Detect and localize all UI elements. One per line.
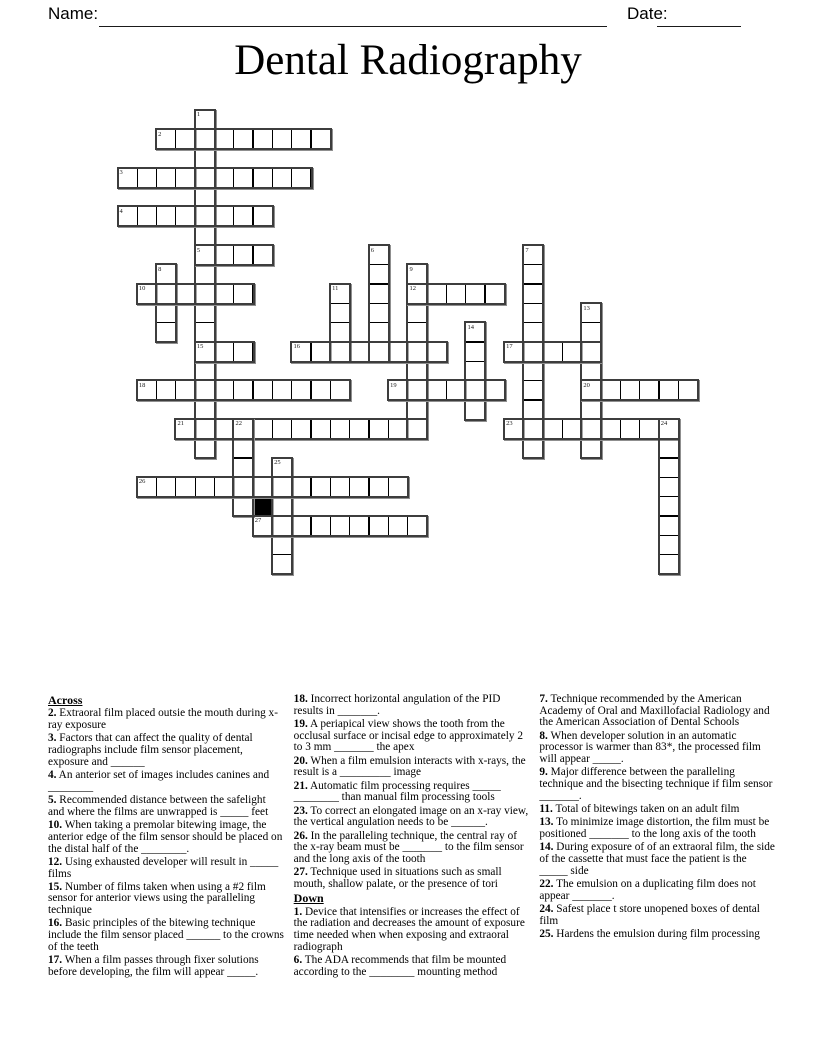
clue-7: 7. Technique recommended by the American Academy of Oral and Maxillofacial Radiology and the American Association of Dental Schools xyxy=(539,693,770,729)
clue-2: 2. Extraoral film placed outsie the mouth during x-ray exposure xyxy=(48,707,278,732)
name-label: Name: xyxy=(48,4,99,23)
grid-cell-11-9[interactable] xyxy=(330,284,350,304)
clue-number: 9. xyxy=(539,766,548,779)
clue-5: 5. Recommended distance between the safelight and where the films are unwrapped is _____ feet xyxy=(48,794,269,818)
grid-cell-2-14[interactable] xyxy=(156,380,176,400)
clue-13: 13. To minimize image distortion, the film must be positioned _______ to the long axis of the tooth xyxy=(539,816,770,841)
grid-cell-3-16[interactable] xyxy=(175,419,195,439)
cell-number-12: 12 xyxy=(409,285,416,293)
grid-cell-3-9[interactable] xyxy=(175,284,195,304)
grid-cell-4-17[interactable] xyxy=(195,438,215,458)
grid-cell-5-9[interactable] xyxy=(214,284,234,304)
grid-cell-19-14[interactable] xyxy=(485,380,505,400)
clue-number: 22. xyxy=(539,878,554,891)
clues-section xyxy=(48,694,776,980)
grid-cell-0-3[interactable] xyxy=(118,168,138,188)
grid-cell-4-7[interactable] xyxy=(195,245,215,265)
grid-cell-16-9[interactable] xyxy=(427,284,447,304)
clue-number: 27. xyxy=(293,866,308,879)
grid-cell-12-19[interactable] xyxy=(349,477,369,497)
grid-cell-13-8[interactable] xyxy=(369,264,389,284)
grid-cell-7-3[interactable] xyxy=(253,168,273,188)
grid-cell-21-13[interactable] xyxy=(523,361,543,381)
grid-cell-1-5[interactable] xyxy=(137,206,157,226)
clue-12: 12. Using exhausted developer will result in _____ films xyxy=(48,855,279,880)
clue-10: 10. When taking a premolar bitewing image, the anterior edge of the film sensor should be placed on the distal half of the ________. xyxy=(48,819,283,855)
clue-16: 16. Basic principles of the bitewing technique include the film sensor placed ______ to the crowns of the teeth xyxy=(48,917,284,953)
grid-cell-9-19[interactable] xyxy=(291,477,311,497)
grid-cell-28-17[interactable] xyxy=(659,438,679,458)
grid-cell-8-1[interactable] xyxy=(272,129,292,149)
grid-cell-27-16[interactable] xyxy=(639,419,659,439)
clue-26: 26. In the paralleling technique, the central ray of the x-ray beam must be _______ to the film sensor and the long axis of the tooth xyxy=(293,829,524,866)
grid-cell-6-5[interactable] xyxy=(233,206,253,226)
grid-cell-26-16[interactable] xyxy=(620,419,640,439)
grid-cell-15-8[interactable] xyxy=(407,264,427,284)
grid-cell-6-14[interactable] xyxy=(233,380,253,400)
grid-cell-1-9[interactable] xyxy=(137,284,157,304)
grid-cell-19-9[interactable] xyxy=(485,284,505,304)
clue-number: 21. xyxy=(293,779,308,792)
grid-cell-15-15[interactable] xyxy=(407,400,427,420)
clue-number: 15. xyxy=(48,880,63,893)
grid-cell-2-1[interactable] xyxy=(156,129,176,149)
grid-cell-24-15[interactable] xyxy=(581,400,601,420)
clue-27: 27. Technique used in situations such as small mouth, shallow palate, or the presence of tori xyxy=(293,866,502,891)
grid-cell-11-14[interactable] xyxy=(330,380,350,400)
grid-cell-6-7[interactable] xyxy=(233,245,253,265)
grid-cell-4-12[interactable] xyxy=(195,342,215,362)
grid-cell-18-11[interactable] xyxy=(465,322,485,342)
grid-cell-17-14[interactable] xyxy=(446,380,466,400)
grid-cell-8-23[interactable] xyxy=(272,554,292,574)
grid-cell-18-14[interactable] xyxy=(465,380,485,400)
grid-cell-23-16[interactable] xyxy=(562,419,582,439)
cell-number-27: 27 xyxy=(254,517,262,525)
grid-cell-15-16[interactable] xyxy=(407,419,427,439)
grid-cell-18-12[interactable] xyxy=(465,342,485,362)
grid-cell-8-16[interactable] xyxy=(272,419,292,439)
grid-cell-22-16[interactable] xyxy=(543,419,563,439)
clue-number: 13. xyxy=(539,816,554,829)
grid-cell-8-14[interactable] xyxy=(272,380,292,400)
grid-cell-21-10[interactable] xyxy=(523,303,543,323)
clue-3: 3. Factors that can affect the quality of dental radiographs include film sensor placement, exposure and ______ xyxy=(48,732,253,768)
clue-18: 18. Incorrect horizontal angulation of the PID results in _______. xyxy=(293,693,501,717)
grid-cell-11-12[interactable] xyxy=(330,342,350,362)
grid-cell-11-19[interactable] xyxy=(330,477,350,497)
clue-25: 25. Hardens the emulsion during film processing xyxy=(539,927,760,940)
grid-cell-1-19[interactable] xyxy=(137,477,157,497)
grid-cell-28-18[interactable] xyxy=(659,458,679,478)
grid-cell-15-13[interactable] xyxy=(407,361,427,381)
grid-cell-5-16[interactable] xyxy=(214,419,234,439)
grid-cell-4-16[interactable] xyxy=(195,419,215,439)
grid-cell-9-12[interactable] xyxy=(291,342,311,362)
clue-11: 11. Total of bitewings taken on an adult film xyxy=(539,803,740,816)
grid-cell-20-16[interactable] xyxy=(504,419,524,439)
grid-cell-7-16[interactable] xyxy=(253,419,273,439)
grid-cell-5-12[interactable] xyxy=(214,342,234,362)
grid-cell-17-9[interactable] xyxy=(446,284,466,304)
grid-cell-15-11[interactable] xyxy=(407,322,427,342)
grid-cell-10-1[interactable] xyxy=(311,129,331,149)
cell-number-10: 10 xyxy=(138,285,146,293)
clue-number: 5. xyxy=(48,794,57,807)
clue-number: 20. xyxy=(293,754,308,767)
grid-cell-2-9[interactable] xyxy=(156,284,176,304)
grid-cell-10-12[interactable] xyxy=(311,342,331,362)
grid-cell-25-14[interactable] xyxy=(601,380,621,400)
cell-number-9: 9 xyxy=(409,265,413,273)
cell-number-16: 16 xyxy=(293,343,300,351)
grid-cell-4-11[interactable] xyxy=(195,322,215,342)
grid-cell-1-3[interactable] xyxy=(137,168,157,188)
clue-number: 17. xyxy=(48,954,63,967)
grid-cell-1-14[interactable] xyxy=(137,380,157,400)
grid-cell-24-17[interactable] xyxy=(581,438,601,458)
clue-20: 20. When a film emulsion interacts with x-rays, the result is a _________ image xyxy=(293,754,526,779)
grid-cell-10-21[interactable] xyxy=(311,516,331,536)
grid-cell-21-11[interactable] xyxy=(523,322,543,342)
grid-cell-8-3[interactable] xyxy=(272,168,292,188)
clue-9: 9. Major difference between the paralleling technique and the bisecting technique if film sensor _______. xyxy=(539,766,773,802)
clue-number: 16. xyxy=(48,917,63,930)
cell-number-21: 21 xyxy=(177,420,184,428)
grid-cell-15-9[interactable] xyxy=(407,284,427,304)
grid-cell-3-5[interactable] xyxy=(175,206,195,226)
grid-cell-13-9[interactable] xyxy=(369,284,389,304)
grid-cell-6-20[interactable] xyxy=(233,496,253,516)
grid-cell-16-14[interactable] xyxy=(427,380,447,400)
cell-number-13: 13 xyxy=(583,304,590,312)
cell-number-11: 11 xyxy=(332,285,339,293)
cell-number-4: 4 xyxy=(119,207,123,215)
grid-cell-10-16[interactable] xyxy=(311,419,331,439)
grid-cell-5-5[interactable] xyxy=(214,206,234,226)
clue-number: 18. xyxy=(293,693,308,705)
grid-cell-4-4[interactable] xyxy=(195,187,215,207)
cell-number-3: 3 xyxy=(119,169,123,177)
clue-6: 6. The ADA recommends that film be mounted according to the ________ mounting method xyxy=(293,954,507,978)
grid-cell-3-19[interactable] xyxy=(175,477,195,497)
cell-number-8: 8 xyxy=(158,265,162,273)
clue-heading-across: Across xyxy=(48,693,83,707)
clue-1: 1. Device that intensifies or increases the effect of the radiation and decreases the amount of exposure time needed when when exposing and extraoral radiograph xyxy=(293,905,525,953)
grid-cell-4-19[interactable] xyxy=(195,477,215,497)
grid-cell-18-15[interactable] xyxy=(465,400,485,420)
cell-number-18: 18 xyxy=(138,381,146,389)
grid-cell-8-19[interactable] xyxy=(272,477,292,497)
cell-number-24: 24 xyxy=(660,420,668,428)
clue-14: 14. During exposure of of an extraoral film, the side of the cassette that must face the patient is the _____ side xyxy=(539,841,775,877)
clue-number: 2. xyxy=(48,707,57,720)
grid-cell-4-5[interactable] xyxy=(195,206,215,226)
clue-number: 10. xyxy=(48,819,63,832)
grid-cell-2-19[interactable] xyxy=(156,477,176,497)
grid-cell-9-1[interactable] xyxy=(291,129,311,149)
grid-cell-14-14[interactable] xyxy=(388,380,408,400)
grid-cell-5-14[interactable] xyxy=(214,380,234,400)
grid-cell-9-14[interactable] xyxy=(291,380,311,400)
grid-cell-23-12[interactable] xyxy=(562,342,582,362)
grid-cell-24-10[interactable] xyxy=(581,303,601,323)
grid-cell-21-15[interactable] xyxy=(523,400,543,420)
grid-cell-3-3[interactable] xyxy=(175,168,195,188)
grid-cell-6-19[interactable] xyxy=(233,477,253,497)
cell-number-7: 7 xyxy=(525,246,529,254)
grid-cell-28-14[interactable] xyxy=(659,380,679,400)
grid-cell-4-0[interactable] xyxy=(195,110,215,130)
grid-cell-3-1[interactable] xyxy=(175,129,195,149)
cell-number-6: 6 xyxy=(370,246,375,254)
grid-cell-11-11[interactable] xyxy=(330,322,350,342)
grid-cell-13-21[interactable] xyxy=(369,516,389,536)
cell-number-14: 14 xyxy=(467,323,474,331)
grid-cell-2-11[interactable] xyxy=(156,322,176,342)
grid-cell-7-21[interactable] xyxy=(253,516,273,536)
clue-23: 23. To correct an elongated image on an x-ray view, the vertical angulation needs to be ______. xyxy=(293,804,529,829)
clue-21: 21. Automatic film processing requires _____ ________ than manual film processing tools xyxy=(293,779,501,804)
grid-cell-4-2[interactable] xyxy=(195,148,215,168)
clue-number: 4. xyxy=(48,769,57,782)
grid-cell-11-16[interactable] xyxy=(330,419,350,439)
clue-number: 8. xyxy=(539,729,548,742)
clue-number: 25. xyxy=(539,927,554,940)
clue-number: 26. xyxy=(293,829,308,842)
grid-cell-21-9[interactable] xyxy=(523,284,543,304)
grid-cell-6-17[interactable] xyxy=(233,438,253,458)
grid-cell-5-19[interactable] xyxy=(214,477,234,497)
grid-cell-4-13[interactable] xyxy=(195,361,215,381)
grid-cell-5-3[interactable] xyxy=(214,168,234,188)
clue-number: 1. xyxy=(293,905,303,918)
cell-number-25: 25 xyxy=(274,459,281,467)
grid-cell-7-14[interactable] xyxy=(253,380,273,400)
grid-cell-11-21[interactable] xyxy=(330,516,350,536)
grid-cell-24-12[interactable] xyxy=(581,342,601,362)
grid-cell-6-16[interactable] xyxy=(233,419,253,439)
grid-cell-7-1[interactable] xyxy=(253,129,273,149)
clue-number: 3. xyxy=(48,732,57,745)
grid-cell-12-12[interactable] xyxy=(349,342,369,362)
grid-cell-4-15[interactable] xyxy=(195,400,215,420)
grid-cell-10-14[interactable] xyxy=(311,380,331,400)
cell-number-5: 5 xyxy=(196,246,201,254)
grid-cell-6-18[interactable] xyxy=(233,458,253,478)
grid-cell-14-12[interactable] xyxy=(388,342,408,362)
cell-number-17: 17 xyxy=(506,343,513,351)
grid-cell-21-8[interactable] xyxy=(523,264,543,284)
grid-cell-24-13[interactable] xyxy=(581,361,601,381)
grid-cell-2-8[interactable] xyxy=(156,264,176,284)
grid-cell-7-19[interactable] xyxy=(253,477,273,497)
grid-cell-15-14[interactable] xyxy=(407,380,427,400)
clue-4: 4. An anterior set of images includes canines and ________ xyxy=(48,769,270,793)
page-title: Dental Radiography xyxy=(234,37,582,84)
clue-number: 12. xyxy=(48,855,63,868)
grid-cell-0-5[interactable] xyxy=(118,206,138,226)
grid-cell-13-16[interactable] xyxy=(369,419,389,439)
grid-cell-16-12[interactable] xyxy=(427,342,447,362)
grid-cell-21-14[interactable] xyxy=(523,380,543,400)
grid-cell-28-16[interactable] xyxy=(659,419,679,439)
clue-column-3 xyxy=(539,694,776,980)
grid-cell-28-19[interactable] xyxy=(659,477,679,497)
grid-cell-4-9[interactable] xyxy=(195,284,215,304)
grid-cell-14-16[interactable] xyxy=(388,419,408,439)
cell-number-2: 2 xyxy=(158,130,162,138)
cell-number-26: 26 xyxy=(138,478,146,486)
cell-number-20: 20 xyxy=(583,381,590,389)
grid-cell-4-10[interactable] xyxy=(195,303,215,323)
grid-cell-28-20[interactable] xyxy=(659,496,679,516)
clue-number: 11. xyxy=(539,803,553,816)
clue-number: 14. xyxy=(539,841,554,854)
grid-cell-12-16[interactable] xyxy=(349,419,369,439)
grid-cell-6-12[interactable] xyxy=(233,342,253,362)
date-label: Date: xyxy=(627,4,668,23)
grid-cell-2-10[interactable] xyxy=(156,303,176,323)
grid-cell-20-12[interactable] xyxy=(504,342,524,362)
grid-cell-2-5[interactable] xyxy=(156,206,176,226)
grid-cell-13-19[interactable] xyxy=(369,477,389,497)
grid-cell-21-17[interactable] xyxy=(523,438,543,458)
clue-number: 19. xyxy=(293,717,308,730)
grid-cell-29-14[interactable] xyxy=(678,380,698,400)
grid-cell-12-21[interactable] xyxy=(349,516,369,536)
grid-cell-10-19[interactable] xyxy=(311,477,331,497)
grid-cell-24-14[interactable] xyxy=(581,380,601,400)
grid-cell-21-16[interactable] xyxy=(523,419,543,439)
grid-cell-5-1[interactable] xyxy=(214,129,234,149)
cell-number-15: 15 xyxy=(196,343,204,351)
clue-column-1 xyxy=(48,694,285,980)
clue-15: 15. Number of films taken when using a #2 film sensor for anterior views using the paralleling technique xyxy=(48,880,266,917)
grid-cell-7-7[interactable] xyxy=(253,245,273,265)
grid-cell-28-22[interactable] xyxy=(659,535,679,555)
grid-cell-13-11[interactable] xyxy=(369,322,389,342)
clue-heading-down: Down xyxy=(293,891,324,906)
grid-cell-18-9[interactable] xyxy=(465,284,485,304)
grid-cell-6-9[interactable] xyxy=(233,284,253,304)
clue-number: 23. xyxy=(293,804,308,817)
grid-cell-15-10[interactable] xyxy=(407,303,427,323)
grid-cell-9-21[interactable] xyxy=(291,516,311,536)
grid-cell-18-13[interactable] xyxy=(465,361,485,381)
grid-cell-21-7[interactable] xyxy=(523,245,543,265)
cell-number-23: 23 xyxy=(506,420,513,428)
grid-cell-4-6[interactable] xyxy=(195,226,215,246)
grid-cell-5-7[interactable] xyxy=(214,245,234,265)
clue-column-2 xyxy=(294,694,531,980)
grid-cell-28-23[interactable] xyxy=(659,554,679,574)
grid-cell-13-10[interactable] xyxy=(369,303,389,323)
grid-cell-8-20[interactable] xyxy=(272,496,292,516)
clue-17: 17. When a film passes through fixer solutions before developing, the film will appear _____. xyxy=(48,954,259,978)
clue-24: 24. Safest place t store unopened boxes of dental film xyxy=(539,902,760,927)
clue-19: 19. A periapical view shows the tooth from the occlusal surface or incisal edge to approximately 2 to 3 mm _______ the apex xyxy=(293,717,523,754)
grid-cell-8-22[interactable] xyxy=(272,535,292,555)
cell-number-22: 22 xyxy=(235,420,242,428)
grid-cell-15-12[interactable] xyxy=(407,342,427,362)
grid-cell-14-19[interactable] xyxy=(388,477,408,497)
grid-cell-22-12[interactable] xyxy=(543,342,563,362)
clue-number: 7. xyxy=(539,693,548,705)
grid-cell-8-21[interactable] xyxy=(272,516,292,536)
grid-cell-26-14[interactable] xyxy=(620,380,640,400)
grid-cell-15-21[interactable] xyxy=(407,516,427,536)
cell-number-19: 19 xyxy=(390,381,397,389)
grid-cell-4-3[interactable] xyxy=(195,168,215,188)
clue-8: 8. When developer solution in an automatic processor is warmer than 83*, the processed film will appear _____. xyxy=(539,729,761,766)
grid-cell-24-11[interactable] xyxy=(581,322,601,342)
grid-cell-24-16[interactable] xyxy=(581,419,601,439)
grid-cell-11-10[interactable] xyxy=(330,303,350,323)
grid-cell-27-14[interactable] xyxy=(639,380,659,400)
grid-cell-7-5[interactable] xyxy=(253,206,273,226)
grid-cell-3-14[interactable] xyxy=(175,380,195,400)
grid-cell-13-7[interactable] xyxy=(369,245,389,265)
grid-cell-8-18[interactable] xyxy=(272,458,292,478)
grid-cell-4-8[interactable] xyxy=(195,264,215,284)
grid-cell-9-3[interactable] xyxy=(291,168,311,188)
grid-cell-2-3[interactable] xyxy=(156,168,176,188)
clue-22: 22. The emulsion on a duplicating film does not appear _______. xyxy=(539,878,756,902)
grid-cell-28-21[interactable] xyxy=(659,516,679,536)
grid-cell-13-12[interactable] xyxy=(369,342,389,362)
grid-cell-6-1[interactable] xyxy=(233,129,253,149)
clue-number: 6. xyxy=(293,954,303,967)
grid-cell-25-16[interactable] xyxy=(601,419,621,439)
grid-cell-6-3[interactable] xyxy=(233,168,253,188)
grid-cell-21-12[interactable] xyxy=(523,342,543,362)
grid-cell-4-1[interactable] xyxy=(195,129,215,149)
grid-cell-9-16[interactable] xyxy=(291,419,311,439)
grid-cell-14-21[interactable] xyxy=(388,516,408,536)
cell-number-1: 1 xyxy=(196,111,201,119)
grid-cell-4-14[interactable] xyxy=(195,380,215,400)
black-cell xyxy=(253,496,273,516)
clue-number: 24. xyxy=(539,902,554,915)
